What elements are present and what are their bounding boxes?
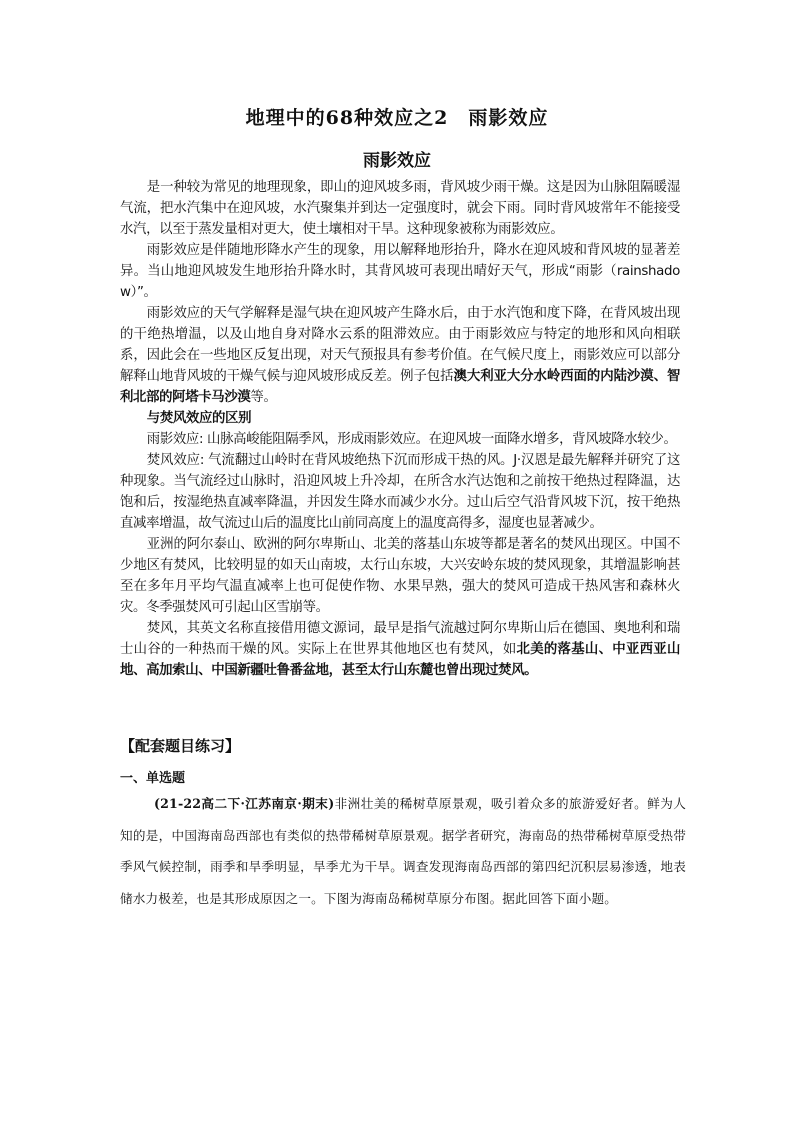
question-type-heading: 一、单选题: [120, 771, 186, 786]
paragraph-mechanism: 雨影效应是伴随地形降水产生的现象，用以解释地形抬升，降水在迎风坡和背风坡的显著差异。当山地迎风坡发生地形抬升降水时，其背风坡可表现出晴好天气，形成“雨影（rainshadow）”。: [120, 243, 680, 300]
question-block: [120, 788, 686, 914]
paragraph-explanation: [120, 303, 680, 408]
exercise-heading: 【配套题目练习】: [120, 737, 241, 755]
question-stem: [120, 788, 686, 914]
paragraph-text: 雨影效应的天气学解释是湿气块在迎风坡产生降水后，由于水汽饱和度下降，在背风坡出现的干绝热增温，以及山地自身对降水云系的阻滞效应。由于雨影效应与特定的地形和风向相联系，因此会在一些地区反复出现，对天气预报具有参考价值。在气候尺度上，雨影效应可以部分解释山地背风坡的干燥气候与迎风坡形成反差。例子包括: [120, 306, 680, 384]
paragraph-rain-shadow: 雨影效应: 山脉高峻能阻隔季风，形成雨影效应。在迎风坡一面降水增多，背风坡降水较少。: [146, 432, 677, 447]
document-title: 地理中的68种效应之2 雨影效应: [245, 107, 549, 129]
paragraph-definition: 是一种较为常见的地理现象，即山的迎风坡多雨，背风坡少雨干燥。这是因为山脉阻隔暖湿气流，把水汽集中在迎风坡，水汽聚集并到达一定强度时，就会下雨。同时背风坡常年不能接受水汽，以至于蒸发量相对更大，使土壤相对干旱。这种现象被称为雨影效应。: [120, 180, 680, 237]
bold-regions: 北美的落基山、中亚西亚山地、高加索山、中国新疆吐鲁番盆地，甚至太行山东麓也曾出现过焚风。: [120, 642, 680, 678]
bold-examples: 澳大利亚大分水岭西面的内陆沙漠、智利北部的阿塔卡马沙漠: [120, 369, 680, 405]
paragraph-foehn-regions: 亚洲的阿尔泰山、欧洲的阿尔卑斯山、北美的落基山东坡等都是著名的焚风出现区。中国不少地区有焚风，比较明显的如天山南坡，太行山东坡，大兴安岭东坡的焚风现象，其增温影响甚至在多年月平均气温直减率上也可促使作物、水果早熟，强大的焚风可造成干热风害和森林火灾。冬季强焚风可引起山区雪崩等。: [120, 537, 680, 615]
article-body: [120, 177, 680, 681]
question-text: 非洲壮美的稀树草原景观，吸引着众多的旅游爱好者。鲜为人知的是，中国海南岛西部也有类似的热带稀树草原景观。据学者研究，海南岛的热带稀树草原受热带季风气候控制，雨季和旱季明显，旱季尤为干旱。调查发现海南岛西部的第四纪沉积层易渗透，地表储水力极差，也是其形成原因之一。下图为海南岛稀树草原分布图。据此回答下面小题。: [120, 796, 686, 906]
paragraph-foehn-origin: [120, 618, 680, 681]
comparison-heading: 与焚风效应的区别: [146, 411, 252, 426]
section-title: 雨影效应: [363, 151, 431, 171]
paragraph-foehn: 焚风效应: 气流翻过山岭时在背风坡绝热下沉而形成干热的风。J·汉恩是最先解释并研究了这种现象。当气流经过山脉时，沿迎风坡上升冷却，在所含水汽达饱和之前按干绝热过程降温，达饱和后，按湿绝热直减率降温，并因发生降水而减少水分。过山后空气沿背风坡下沉，按干绝热直减率增温，故气流过山后的温度比山前同高度上的温度高得多，湿度也显著减少。: [120, 453, 680, 531]
paragraph-text: 等。: [250, 390, 277, 405]
question-source: (21-22高二下·江苏南京·期末): [154, 796, 335, 811]
paragraph-text: 焚风，其英文名称直接借用德文源词，最早是指气流越过阿尔卑斯山后在德国、奥地利和瑞士山谷的一种热而干燥的风。实际上在世界其他地区也有焚风，如: [120, 621, 680, 657]
